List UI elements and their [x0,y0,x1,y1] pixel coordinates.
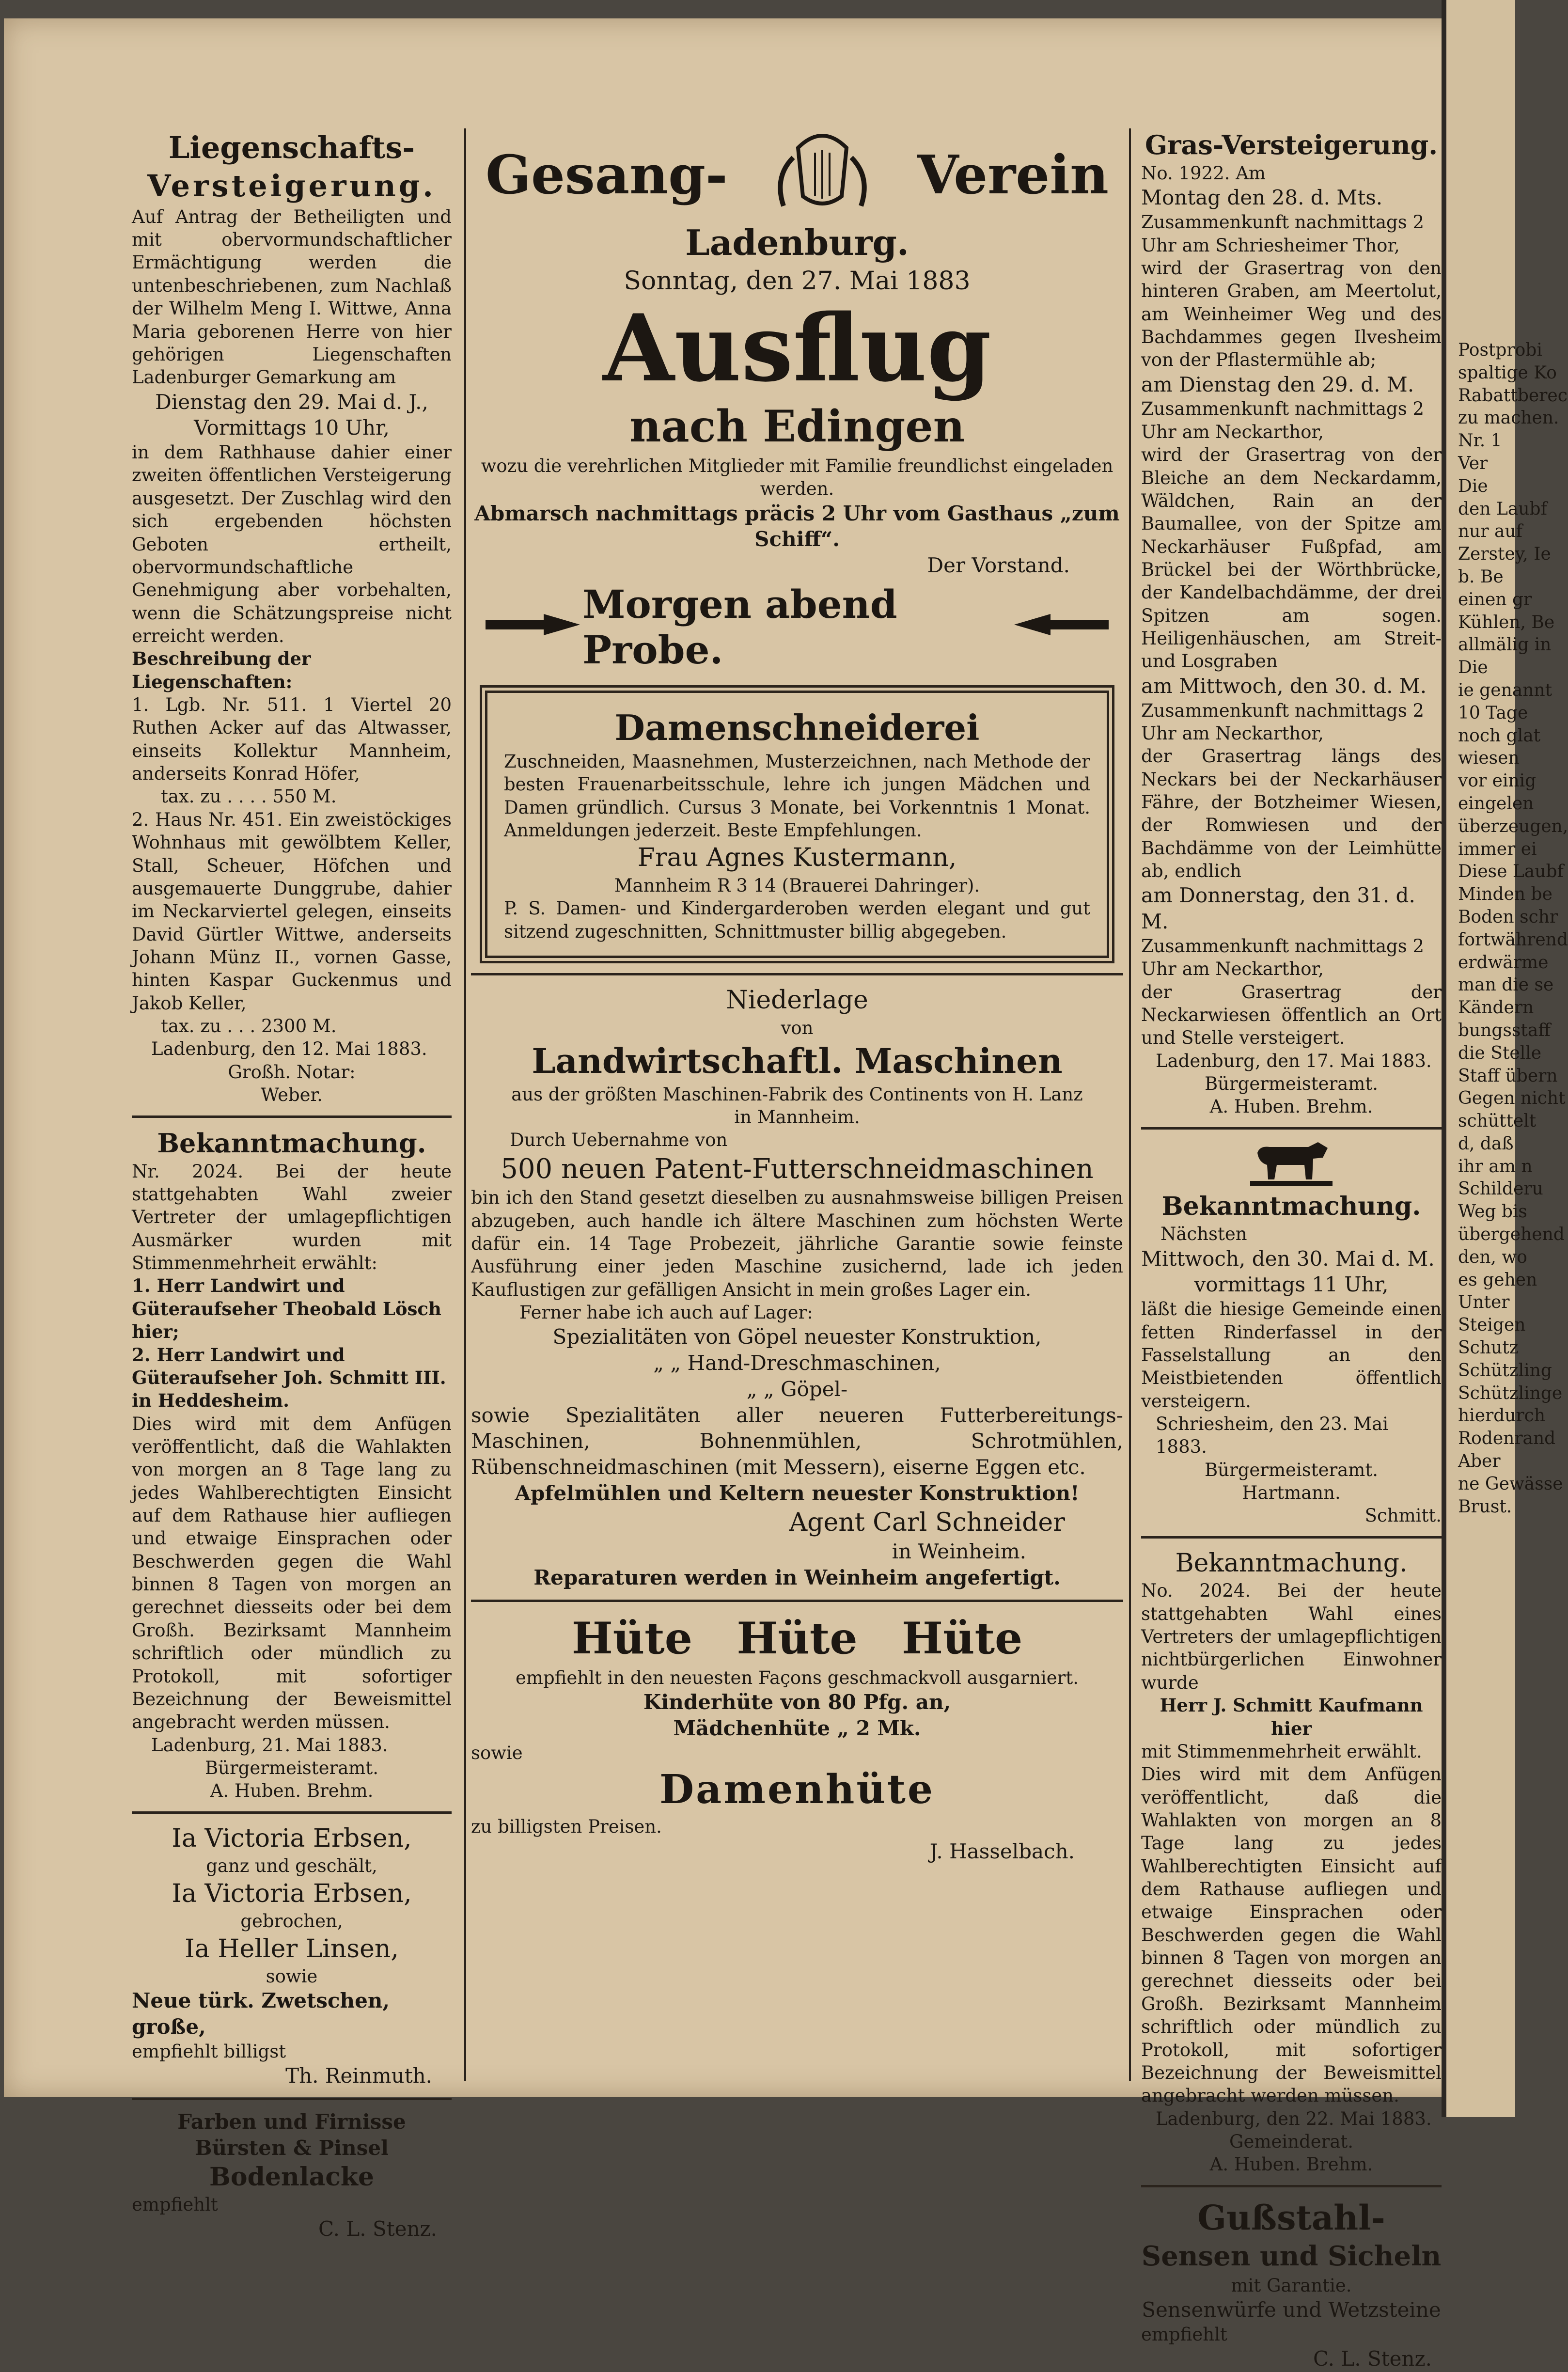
adjacent-page-line: überzeugen, [1458,816,1568,836]
adjacent-page-text [1446,0,1568,1518]
wahl-signers: A. Huben. Brehm. [1209,2154,1373,2175]
farben-line-4: empfiehlt [132,2194,218,2215]
wahl-place-date: Ladenburg, den 22. Mai 1883. [1156,2108,1432,2129]
divider [1141,1536,1442,1539]
verein-place: Ladenburg. [685,222,909,263]
adjacent-page-line: wiesen [1458,748,1520,769]
adjacent-page-line: hierdurch [1458,1406,1545,1426]
erbsen-line-6: sowie [266,1966,318,1987]
gras-day-4: am Donnerstag, den 31. d. M. [1141,883,1415,934]
maschinen-line-5: Durch Uebernahme von [510,1130,728,1151]
verein-depart: Abmarsch nachmittags präcis 2 Uhr vom Gasthaus „zum Schiff“. [474,501,1120,551]
adjacent-page-line: Schützling [1458,1360,1552,1381]
bekanntmachung-item-1: 1. Herr Landwirt und Güteraufseher Theobald Lösch hier; [132,1275,441,1343]
divider [132,1811,452,1814]
huete-signature: J. Hasselbach. [929,1839,1075,1863]
maschinen-line-9: „ „ Hand-Dreschmaschinen, [653,1351,941,1375]
adjacent-page-line: erdwärme [1458,952,1549,973]
adjacent-page-line: Schutz [1458,1338,1519,1358]
fasel-title: Bekanntmachung. [1161,1191,1421,1221]
gras-office: Bürgermeisteramt. [1204,1073,1378,1095]
farben-line-2: Bürsten & Pinsel [194,2136,389,2160]
erbsen-signature: Th. Reinmuth. [285,2064,432,2088]
maschinen-repair: Reparaturen werden in Weinheim angefertigt. [533,1566,1061,1590]
maschinen-line-12: Apfelmühlen und Keltern neuester Konstruktion! [515,1481,1080,1505]
fasel-place-date: Schriesheim, den 23. Mai 1883. [1156,1414,1389,1458]
fasel-line-2: Mittwoch, den 30. Mai d. M. [1141,1246,1435,1271]
bekanntmachung-wahl [1141,1547,1442,2176]
bekanntmachung-text-1: Nr. 2024. Bei der heute stattgehabten Wahl zweier Vertreter der umlagepflichtigen Ausmärker wurden mit Stimmenmehrheit erwählt: [132,1161,452,1274]
liegenschaft-title-1: Liegenschafts- [168,130,415,165]
gras-meet-3: Zusammenkunft nachmittags 2 Uhr am Neckarthor, [1141,700,1425,744]
ox-icon [1250,1138,1333,1187]
erbsen-line-3: Ia Victoria Erbsen, [172,1879,412,1908]
gras-title: Gras-Versteigerung. [1145,129,1438,160]
damenschneiderei-ad [480,685,1114,963]
center-column [471,128,1123,1864]
right-column [1141,128,1442,2372]
verein-date: Sonntag, den 27. Mai 1883 [624,267,971,296]
column-rule [1129,128,1131,2081]
bekanntmachung-ausmaerker [132,1127,452,1803]
maschinen-line-3: aus der größten Maschinen-Fabrik des Continents von H. Lanz [511,1084,1083,1105]
maschinen-line-7: Ferner habe ich auch auf Lager: [519,1302,813,1323]
verein-signature: Der Vorstand. [927,553,1070,578]
liegenschaft-desc-title: Beschreibung der Liegenschaften: [132,648,311,692]
column-rule [464,128,466,2081]
divider [132,2098,452,2100]
adjacent-page-line: Rabattberec [1458,385,1568,406]
adjacent-page-line: 10 Tage [1458,703,1528,723]
fasel-text: läßt die hiesige Gemeinde einen fetten Rinderfassel in der Fasselstallung an den Meistbietenden öffentlich versteigern. [1141,1299,1442,1412]
erbsen-line-7: Neue türk. Zwetschen, große, [132,1989,390,2039]
wahl-text-3: Dies wird mit dem Anfügen veröffentlicht, daß die Wahlakten von morgen an 8 Tage lang zu jedes Wahlberechtigten Einsicht auf dem Rathause aufliegen und etwaige Einsprachen oder Beschwerden gegen die Wahl binnen 8 Tagen von morgen an gerechnet diesseits oder bei Großh. Bezirksamt Mannheim schriftlich oder mündlich zu Protokoll, mit sofortiger Bezeichnung der Beweismittel angebracht werden müssen. [1141,1764,1442,2106]
maschinen-text: bin ich den Stand gesetzt dieselben zu ausnahmsweise billigen Preisen abzugeben, auch handle ich ältere Maschinen zum höchsten Werte dafür ein. 14 Tage Probezeit, jährliche Garantie sowie feinste Ausführung einer jeden Maschine zusichernd, lade ich jeden Kauflustigen zur gefälligen Ansicht in mein großes Lager ein. [471,1187,1123,1300]
gesangverein-ad [471,128,1123,675]
liegenschaft-place-date: Ladenburg, den 12. Mai 1883. [151,1038,427,1060]
adjacent-page-line: d, daß [1458,1133,1514,1154]
divider [1141,2185,1442,2187]
adjacent-page-line: Kühlen, Be [1458,612,1555,632]
huete-title: Hüte Hüte Hüte [571,1612,1023,1664]
adjacent-page-line: nur auf [1458,521,1522,542]
gras-place-date: Ladenburg, den 17. Mai 1883. [1156,1050,1432,1071]
erbsen-line-4: gebrochen, [240,1911,343,1932]
wahl-text-2: mit Stimmenmehrheit erwählt. [1141,1741,1422,1762]
divider [1141,1127,1442,1130]
erbsen-line-8: empfiehlt billigst [132,2041,286,2062]
huete-line-2: Kinderhüte von 80 Pfg. an, [643,1690,951,1714]
farben-ad [132,2109,452,2242]
adjacent-page-line: übergehend [1458,1225,1565,1245]
verein-destination: nach Edingen [629,400,965,452]
farben-line-1: Farben und Firnisse [177,2110,406,2134]
adjacent-page-edge [1442,0,1568,2117]
adjacent-page-line: Kändern [1458,998,1534,1018]
sensen-line-4: empfiehlt [1141,2324,1227,2345]
verein-title-left: Gesang- [486,143,728,206]
fasel-name-2: Schmitt. [1364,1505,1442,1526]
liegenschaft-ad [132,128,452,1107]
farben-line-3: Bodenlacke [209,2162,375,2192]
maschinen-line-11: sowie Spezialitäten aller neueren Futterbereitungs-Maschinen, Bohnenmühlen, Schrotmühlen, Rübenschneidmaschinen (mit Messern), eiserne Eggen etc. [471,1403,1123,1479]
gras-text-3: der Grasertrag längs des Neckars bei der Neckarhäuser Fähre, der Botzheimer Wiesen, der Romwiesen und der Bachdämme von der Leimhütte ab, endlich [1141,746,1442,882]
huete-ad [471,1611,1123,1864]
liegenschaft-office: Großh. Notar: [228,1061,356,1083]
adjacent-page-line: den, wo [1458,1247,1527,1267]
bekanntmachung-signers: A. Huben. Brehm. [210,1780,374,1802]
adjacent-page-line: Steigen [1458,1315,1526,1335]
adjacent-page-line: allmälig in [1458,635,1552,655]
adjacent-page-line: Aber [1458,1451,1501,1472]
adjacent-page-line: Ver [1458,453,1488,473]
damen-name: Frau Agnes Kustermann, [637,843,957,873]
wahl-text-1: No. 2024. Bei der heute stattgehabten Wahl eines Vertreters der umlagepflichtigen nichtbürgerlichen Einwohner wurde [1141,1580,1442,1693]
maschinen-signature-2: in Weinheim. [892,1539,1026,1564]
verein-text: wozu die verehrlichen Mitglieder mit Familie freundlichst eingeladen werden. [481,455,1113,500]
huete-line-1: empfiehlt in den neuesten Façons geschmackvoll ausgarniert. [516,1667,1079,1688]
fasel-line-3: vormittags 11 Uhr, [1194,1272,1389,1297]
gras-text-4: der Grasertrag der Neckarwiesen öffentlich an Ort und Stelle versteigert. [1141,981,1442,1049]
liegenschaft-name: Weber. [261,1084,323,1106]
adjacent-page-line: spaltige Ko [1458,362,1557,383]
sensen-line-2: mit Garantie. [1231,2275,1352,2296]
adjacent-page-line: ne Gewässe [1458,1474,1563,1494]
adjacent-page-line: noch glat [1458,725,1541,746]
gras-text-2: wird der Grasertrag von der Bleiche an dem Neckardamm, Wäldchen, Rain an der Baumallee, von der Spitze am Neckarhäuser Fußpfad, am Brückel bei der Wörthbrücke, der Kandelbachdämme, der drei Spitzen am sogen. Heiligenhäuschen, am Streit- und Losgraben [1141,444,1442,672]
gras-day-3: am Mittwoch, den 30. d. M. [1141,674,1427,698]
wahl-elected: Herr J. Schmitt Kaufmann hier [1160,1695,1423,1739]
adjacent-page-line: Unter [1458,1292,1510,1313]
adjacent-page-line: Zerstey, Ie [1458,544,1551,565]
damen-title: Damenschneiderei [614,707,980,748]
bekanntmachung-place-date: Ladenburg, 21. Mai 1883. [151,1734,388,1756]
adjacent-page-line: Schützlinge [1458,1383,1563,1403]
erbsen-ad [132,1822,452,2089]
gras-text-1: wird der Grasertrag von den hinteren Graben, am Meertolut, am Weinheimer Weg und des Bachdammes gegen Ilvesheim von der Pflastermühle ab; [1141,257,1442,371]
maschinen-line-6: 500 neuen Patent-Futterschneidmaschinen [501,1153,1094,1185]
divider [471,973,1123,975]
sensen-signature: C. L. Stenz. [1313,2347,1432,2371]
damen-address: Mannheim R 3 14 (Brauerei Dahringer). [614,875,980,896]
sensen-ad [1141,2196,1442,2372]
divider [471,1600,1123,1602]
gras-meet-1: Zusammenkunft nachmittags 2 Uhr am Schriesheimer Thor, [1141,212,1425,256]
lyre-emblem-icon [769,128,876,220]
huete-line-6: zu billigsten Preisen. [471,1816,662,1838]
adjacent-page-line: Rodenrand [1458,1429,1556,1449]
adjacent-page-line: Schilderu [1458,1179,1543,1199]
maschinen-signature-1: Agent Carl Schneider [789,1508,1065,1537]
gras-meet-4: Zusammenkunft nachmittags 2 Uhr am Neckarthor, [1141,935,1425,980]
liegenschaft-title-2: Versteigerung. [147,168,436,204]
fasel-name: Hartmann. [1242,1482,1341,1504]
verein-headline: Ausflug [603,294,991,402]
adjacent-page-line: Minden be [1458,884,1552,905]
bekanntmachung-office: Bürgermeisteramt. [204,1757,378,1778]
maschinen-line-1: Niederlage [726,986,868,1015]
sensen-line-3: Sensenwürfe und Wetzsteine [1142,2298,1441,2322]
adjacent-page-line: fortwährend [1458,929,1568,950]
gras-day-2: am Dienstag den 29. d. M. [1141,372,1414,396]
adjacent-page-line: Weg bis [1458,1202,1527,1222]
adjacent-page-line: den Laubf [1458,499,1547,519]
liegenschaft-intro: Auf Antrag der Betheiligten und mit obervormundschaftlicher Ermächtigung werden die untenbeschriebenen, zum Nachlaß der Wilhelm Meng I. Wittwe, Anna Maria geborenen Herre von hier gehörigen Liegenschaften Ladenburger Gemarkung am [132,206,452,388]
adjacent-page-line: Postprobi [1458,340,1542,360]
pointing-hand-left-icon [1012,610,1109,644]
adjacent-page-line: Gegen nicht [1458,1088,1566,1109]
maschinen-line-8: Spezialitäten von Göpel neuester Konstruktion, [552,1325,1042,1349]
liegenschaft-date: Dienstag den 29. Mai d. J., [155,390,428,414]
huete-line-3: Mädchenhüte „ 2 Mk. [673,1716,921,1741]
adjacent-page-line: Boden schr [1458,907,1558,927]
huete-line-5: Damenhüte [659,1766,935,1813]
maschinen-line-10: „ „ Göpel- [746,1377,848,1401]
adjacent-page-line: eingelen [1458,793,1534,814]
fasel-line-1: Nächsten [1160,1224,1247,1245]
pointing-hand-right-icon [486,610,582,644]
wahl-title: Bekanntmachung. [1175,1548,1408,1578]
adjacent-page-line: es gehen [1458,1270,1537,1290]
maschinen-title: Landwirtschaftl. Maschinen [532,1040,1063,1081]
bekanntmachung-title: Bekanntmachung. [157,1127,426,1159]
rinderfassel-ad [1141,1138,1442,1527]
farben-signature: C. L. Stenz. [318,2217,437,2241]
adjacent-page-line: ihr am n [1458,1156,1533,1177]
adjacent-page-line: vor einig [1458,771,1537,791]
liegenschaft-text: in dem Rathhause dahier einer zweiten öffentlichen Versteigerung ausgesetzt. Der Zuschlag wird den sich ergebenden höchsten Geboten ertheilt, obervormundschaftliche Genehmigung aber vorbehalten, wenn die Schätzungspreise nicht erreicht werden. [132,442,452,646]
adjacent-page-line: ie genannt [1458,680,1552,700]
damen-ps: P. S. Damen- und Kindergarderoben werden elegant und gut sitzend zugeschnitten, Schnittmuster billig abgegeben. [504,898,1090,942]
liegenschaft-item-1: 1. Lgb. Nr. 511. 1 Viertel 20 Ruthen Acker auf das Altwasser, einseits Kollektur Mannheim, anderseits Konrad Höfer, [132,694,452,785]
bekanntmachung-item-2: 2. Herr Landwirt und Güteraufseher Joh. Schmitt III. in Heddesheim. [132,1344,446,1412]
liegenschaft-item-2-tax: tax. zu . . . 2300 M. [161,1016,337,1037]
adjacent-page-line: die Stelle [1458,1043,1542,1063]
adjacent-page-line: man die se [1458,975,1554,995]
adjacent-page-line: Diese Laubf [1458,862,1564,882]
adjacent-page-line: Nr. 1 [1458,431,1502,451]
gras-signers: A. Huben. Brehm. [1209,1096,1373,1117]
adjacent-page-line: einen gr [1458,589,1532,610]
gras-day-1: Montag den 28. d. Mts. [1141,186,1383,210]
bekanntmachung-text-2: Dies wird mit dem Anfügen veröffentlicht, daß die Wahlakten von morgen an 8 Tage lang zu jedes Wahlberechtigten Einsicht auf dem Rathause hier aufliegen und etwaige Einsprachen oder Beschwerden gegen die Wahl binnen 8 Tagen von morgen an gerechnet diesseits oder bei dem Großh. Bezirksamt Mannheim schriftlich oder mündlich zu Protokoll, mit sofortiger Bezeichnung der Beweismittel angebracht werden müssen. [132,1413,452,1733]
damen-text: Zuschneiden, Maasnehmen, Musterzeichnen, nach Methode der besten Frauenarbeitsschule, lehre ich jungen Mädchen und Damen gründlich. Cursus 3 Monate, bei Vorkenntnis 1 Monat. Anmeldungen jederzeit. Beste Empfehlungen. [504,751,1090,841]
erbsen-line-1: Ia Victoria Erbsen, [172,1823,412,1853]
adjacent-page-line: zu machen. [1458,408,1559,428]
adjacent-page-line: schüttelt [1458,1111,1537,1131]
maschinen-line-4: in Mannheim. [734,1106,860,1128]
left-column [132,128,452,2242]
adjacent-page-line: Die [1458,476,1488,496]
maschinen-line-2: von [781,1017,814,1038]
erbsen-line-5: Ia Heller Linsen, [185,1934,399,1964]
verein-probe: Morgen abend Probe. [582,581,897,673]
erbsen-line-2: ganz und geschält, [206,1855,377,1877]
gras-meet-2: Zusammenkunft nachmittags 2 Uhr am Neckarthor, [1141,398,1425,442]
liegenschaft-item-1-tax: tax. zu . . . . 550 M. [161,786,337,807]
adjacent-page-line: Brust. [1458,1496,1512,1517]
maschinen-ad [471,984,1123,1591]
divider [132,1115,452,1118]
verein-title-right: Verein [917,143,1109,206]
sensen-line-1: Sensen und Sicheln [1141,2240,1442,2273]
adjacent-page-line: bungsstaff [1458,1020,1551,1040]
fasel-office: Bürgermeisteramt. [1204,1459,1378,1480]
liegenschaft-item-2: 2. Haus Nr. 451. Ein zweistöckiges Wohnhaus mit gewölbtem Keller, Stall, Scheuer, Höfchen und ausgemauerte Dunggrube, dahier im Neckarviertel gelegen, einseits David Gürtler Wittwe, anderseits Johann Münz II., vornen Gasse, hinten Kaspar Guckenmus und Jakob Keller, [132,809,452,1014]
wahl-office: Gemeinderat. [1229,2131,1354,2152]
sensen-title: Gußstahl- [1197,2197,1385,2238]
liegenschaft-time: Vormittags 10 Uhr, [194,416,390,440]
adjacent-page-line: Staff übern [1458,1066,1558,1086]
huete-line-4: sowie [471,1742,523,1763]
adjacent-page-line: Die [1458,658,1488,678]
gras-nr: No. 1922. Am [1141,163,1266,184]
gras-versteigerung-ad [1141,128,1442,1118]
adjacent-page-line: b. Be [1458,566,1504,587]
adjacent-page-line: immer ei [1458,839,1537,859]
